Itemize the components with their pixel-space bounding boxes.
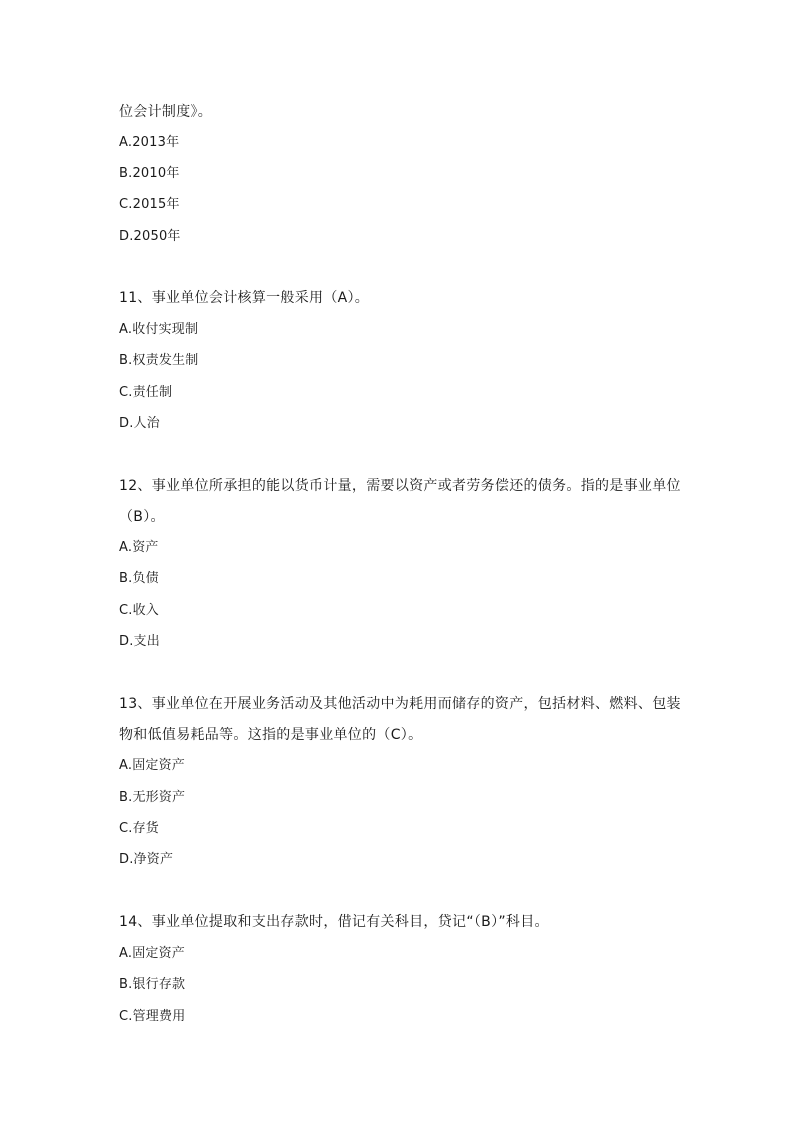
question-10-option-a: A.2013年 xyxy=(119,135,180,150)
question-14-stem: 14、事业单位提取和支出存款时，借记有关科目，贷记“（B）”科目。 xyxy=(119,914,549,930)
question-12-option-d: D.支出 xyxy=(119,634,160,649)
question-14-option-a: A.固定资产 xyxy=(119,946,185,961)
question-12-option-c: C.收入 xyxy=(119,603,160,618)
question-13-option-a: A.固定资产 xyxy=(119,758,185,773)
question-13-stem-line-2: 物和低值易耗品等。这指的是事业单位的（C）。 xyxy=(119,727,423,743)
question-11-stem: 11、事业单位会计核算一般采用（A）。 xyxy=(119,290,370,306)
question-10-continuation: 位会计制度》。 xyxy=(119,104,213,120)
question-14-option-b: B.银行存款 xyxy=(119,977,186,992)
question-10-option-d: D.2050年 xyxy=(119,229,181,244)
question-11-option-d: D.人治 xyxy=(119,416,160,431)
question-12-stem-line-2: （B）。 xyxy=(119,509,165,525)
question-12-stem-line-1: 12、事业单位所承担的能以货币计量，需要以资产或者劳务偿还的债务。指的是事业单位 xyxy=(119,478,681,494)
question-13-stem-line-1: 13、事业单位在开展业务活动及其他活动中为耗用而储存的资产，包括材料、燃料、包装 xyxy=(119,696,681,712)
question-11-option-c: C.责任制 xyxy=(119,385,173,400)
question-12-option-a: A.资产 xyxy=(119,540,159,555)
question-13-option-b: B.无形资产 xyxy=(119,790,186,805)
question-13-option-d: D.净资产 xyxy=(119,852,174,867)
question-11-option-b: B.权责发生制 xyxy=(119,353,199,368)
question-13-option-c: C.存货 xyxy=(119,821,160,836)
question-12-option-b: B.负债 xyxy=(119,571,159,586)
question-11-option-a: A.收付实现制 xyxy=(119,322,199,337)
question-10-option-b: B.2010年 xyxy=(119,166,180,181)
question-10-option-c: C.2015年 xyxy=(119,197,180,212)
question-14-option-c: C.管理费用 xyxy=(119,1009,186,1024)
